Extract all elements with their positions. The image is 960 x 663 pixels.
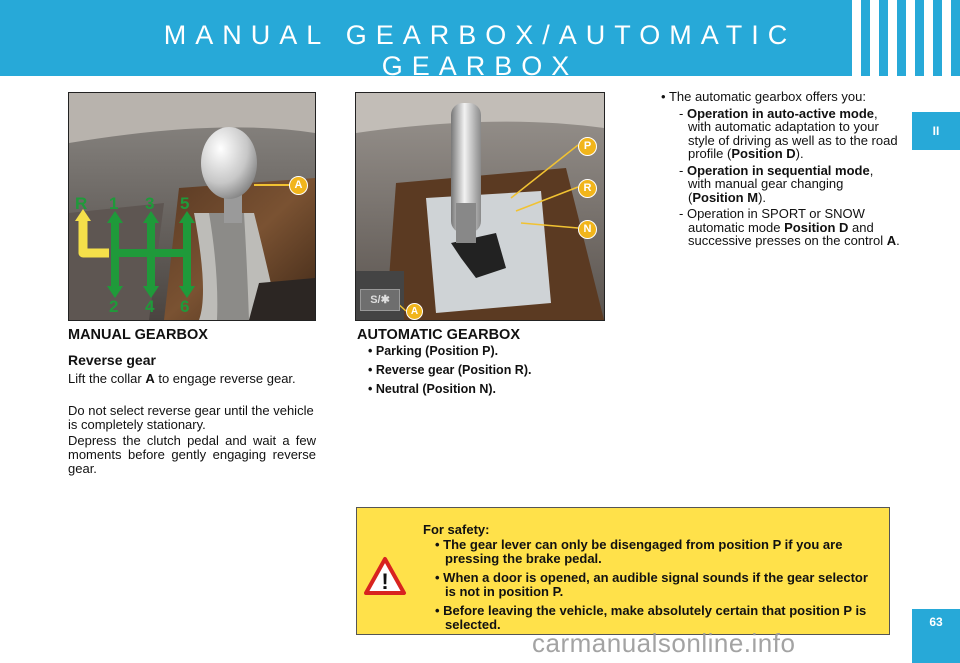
- reverse-gear-paragraph-3: Depress the clutch pedal and wait a few moments before gently engaging reverse gear.: [68, 433, 316, 476]
- manual-gearbox-heading: MANUAL GEARBOX: [68, 327, 208, 343]
- mode-auto-active-end: ).: [795, 146, 804, 161]
- warning-exclamation: !: [381, 569, 389, 594]
- callout-p: P: [578, 137, 597, 156]
- decor-bar: [888, 0, 897, 76]
- mode-sequential-title: Operation in sequential mode: [686, 162, 870, 178]
- mode-auto-active-title: Operation in auto-active mode: [686, 105, 875, 121]
- mode-sport-snow-text: Operation in SPORT or SNOW automatic mode: [686, 206, 865, 235]
- reverse-gear-paragraph-2: Do not select reverse gear until the vehicle is completely stationary.: [68, 403, 314, 432]
- mode-sport-snow: - Operation in SPORT or SNOW automatic mode Position D and successive presses on the control A.: [679, 206, 900, 248]
- safety-item-text: When a door is opened, an audible signal sounds if the gear selector is not in position P.: [443, 570, 868, 599]
- decor-bar: [942, 0, 951, 76]
- automatic-gearbox-photo: [355, 92, 605, 321]
- automatic-modes-column: [660, 90, 900, 251]
- mode-sequential: - Operation in sequential mode, with manual gear changing (Position M).: [679, 162, 874, 205]
- gear-label-2: 2: [109, 297, 119, 316]
- safety-list: [435, 538, 881, 637]
- modes-intro: • The automatic gearbox offers you:: [661, 89, 866, 104]
- header-banner: [0, 0, 960, 81]
- mode-sequential-position: Position M: [692, 189, 759, 205]
- mode-auto-active-position: Position D: [731, 146, 796, 161]
- position-r-text: Reverse gear (Position R).: [375, 363, 532, 377]
- callout-a-manual: A: [289, 176, 308, 195]
- decor-bar: [870, 0, 879, 76]
- chapter-tab[interactable]: II: [912, 112, 960, 150]
- modes-intro-text: The automatic gearbox offers you:: [668, 89, 866, 104]
- gear-label-1: 1: [109, 194, 119, 213]
- callout-a-auto: A: [406, 303, 423, 320]
- automatic-position-list: [368, 344, 618, 401]
- decor-bar: [906, 0, 915, 76]
- list-item: • Neutral (Position N).: [368, 382, 497, 396]
- position-p-text: Parking (Position P).: [375, 344, 499, 358]
- callout-r: R: [578, 179, 597, 198]
- automatic-gearbox-heading: AUTOMATIC GEARBOX: [357, 327, 520, 343]
- sport-snow-button: S/✱: [360, 289, 400, 311]
- reverse-gear-paragraph-1: [68, 372, 316, 386]
- decor-bar: [924, 0, 933, 76]
- gear-label-6: 6: [180, 297, 190, 316]
- p1-collar-letter: A: [145, 371, 155, 386]
- title-line-2: GEARBOX: [381, 51, 579, 81]
- decor-bar: [852, 0, 861, 76]
- page-number: 63: [912, 609, 960, 663]
- gear-label-r: R: [75, 194, 88, 213]
- mode-sport-snow-control: A: [886, 233, 897, 248]
- mode-sport-snow-end: .: [896, 233, 900, 248]
- list-item: • The gear lever can only be disengaged from position P if you are pressing the brake pedal.: [435, 537, 843, 566]
- reverse-gear-heading: Reverse gear: [68, 352, 156, 368]
- list-item: • Before leaving the vehicle, make absolutely certain that position P is selected.: [435, 603, 867, 632]
- warning-triangle-icon: [363, 556, 407, 596]
- manual-gearbox-photo: [68, 92, 316, 321]
- mode-sequential-text: , with manual gear changing (: [688, 162, 874, 205]
- safety-warning-box: [356, 507, 890, 635]
- list-item: • Reverse gear (Position R).: [368, 363, 532, 377]
- selector-pointer-lines: [356, 93, 604, 320]
- watermark: carmanualsonline.info: [532, 628, 796, 658]
- list-item: • When a door is opened, an audible signal sounds if the gear selector is not in position P.: [435, 570, 868, 599]
- collar-pointer-line: [69, 93, 315, 320]
- mode-sequential-end: ).: [758, 189, 767, 205]
- gear-label-3: 3: [145, 194, 155, 213]
- safety-item-text: Before leaving the vehicle, make absolutely certain that position P is selected.: [443, 603, 867, 632]
- mode-auto-active: - Operation in auto-active mode, with automatic adaptation to your style of driving as well as to the road profile (Position D).: [679, 105, 898, 161]
- gear-label-5: 5: [180, 194, 190, 213]
- list-item: • Parking (Position P).: [368, 344, 499, 358]
- page-title: [120, 20, 840, 82]
- callout-n: N: [578, 220, 597, 239]
- mode-sport-snow-position: Position D: [784, 219, 849, 235]
- safety-title: For safety:: [423, 522, 490, 537]
- title-line-1: MANUAL GEARBOX/AUTOMATIC: [163, 20, 797, 50]
- mode-auto-active-text: , with automatic adaptation to your style of driving as well as to the road profile (: [688, 105, 898, 161]
- p1-text: Lift the collar: [68, 371, 146, 386]
- position-n-text: Neutral (Position N).: [375, 382, 497, 396]
- safety-item-text: The gear lever can only be disengaged from position P if you are pressing the brake pedal.: [443, 537, 843, 566]
- mode-sport-snow-text-2: and successive presses on the control: [688, 219, 887, 248]
- gear-label-4: 4: [145, 297, 155, 316]
- p1-text-end: to engage reverse gear.: [154, 371, 296, 386]
